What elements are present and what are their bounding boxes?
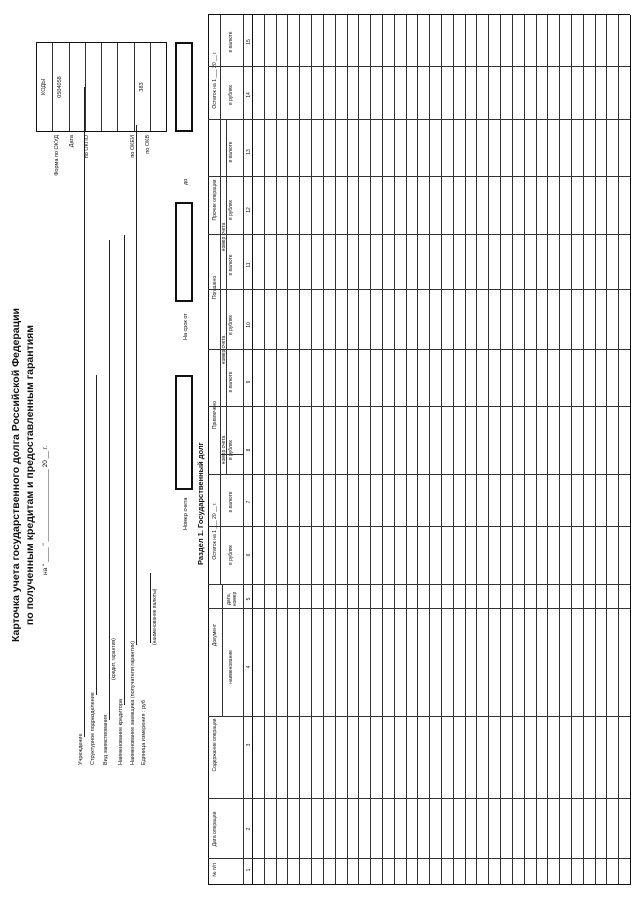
th-bs-rub: в рублях: [228, 544, 234, 566]
okud-value: 0504058: [53, 43, 69, 131]
table-row-rule: [417, 15, 418, 885]
col-num-1: 1: [246, 868, 252, 872]
okud-label: Форма по ОКУД: [54, 135, 60, 176]
th-repaid-acc: номер счета: [221, 335, 227, 365]
table-row-rule: [358, 15, 359, 885]
table-row-rule: [618, 15, 619, 885]
col-num-5: 5: [246, 597, 252, 601]
col-num-12: 12: [246, 207, 252, 213]
th-doc-date: дата, номер: [226, 591, 238, 607]
table-column-rule: [208, 474, 630, 475]
th-num: № п/п: [212, 863, 218, 877]
th-oth-rub: в рублях: [228, 199, 234, 221]
table-row-rule: [453, 15, 454, 885]
th-date: Дата операции: [212, 811, 218, 847]
table-bottom-rule: [630, 15, 631, 885]
section-title: Раздел 1. Государственный долг: [196, 442, 205, 565]
table-row-rule: [299, 15, 300, 885]
table-row-rule: [394, 15, 395, 885]
account-number-label: Номер счета: [183, 497, 189, 530]
doc-subheader-rule: [222, 585, 223, 717]
table-row-rule: [382, 15, 383, 885]
table-row-rule: [476, 15, 477, 885]
table-column-rule: [208, 176, 630, 177]
table-column-rule: [208, 14, 630, 15]
table-column-rule: [208, 406, 630, 407]
th-bs-cur: в валюте: [228, 491, 234, 513]
borrowing-type-label: Вид заимствования: [103, 714, 109, 765]
table-row-rule: [524, 15, 525, 885]
col-num-3: 3: [246, 743, 252, 747]
th-balance-start: Остаток на 1 ___ 20 __ г.: [212, 502, 218, 560]
table-row-rule: [547, 15, 548, 885]
table-row-rule: [311, 15, 312, 885]
term-from-label: На срок от: [183, 313, 189, 340]
creditor-label: Наименование кредитора: [118, 699, 124, 765]
term-to-label: до: [183, 178, 189, 185]
col-num-8: 8: [246, 448, 252, 452]
th-rec-rub: в рублях: [228, 439, 234, 461]
col-num-15: 15: [246, 39, 252, 45]
table-column-rule: [208, 289, 630, 290]
th-be-cur: в валюте: [228, 31, 234, 53]
th-balance-end: Остаток на 1 ___ 20 __ г.: [212, 51, 218, 109]
table-row-rule: [465, 15, 466, 885]
th-rec-cur: в валюте: [228, 371, 234, 393]
okei-value: 383: [135, 43, 151, 131]
table-row-rule: [488, 15, 489, 885]
col-num-2: 2: [246, 827, 252, 831]
table-row-rule: [536, 15, 537, 885]
table-row-rule: [583, 15, 584, 885]
table-column-rule: [208, 66, 630, 67]
borrower-label: Наименование заемщика (получателя гарантии): [130, 641, 136, 765]
acc-sub-rule: [220, 234, 243, 235]
table-row-rule: [370, 15, 371, 885]
header-bottom-rule: [243, 15, 244, 885]
th-oth-cur: в валюте: [228, 141, 234, 163]
col-num-9: 9: [246, 380, 252, 384]
table-row-rule: [264, 15, 265, 885]
struct-unit-label: Структурное подразделение: [90, 692, 96, 765]
table-row-rule: [606, 15, 607, 885]
table-column-rule: [208, 716, 630, 717]
table-row-rule: [500, 15, 501, 885]
codes-header: КОДЫ: [37, 43, 53, 131]
table-column-rule: [208, 584, 630, 585]
col-num-14: 14: [246, 92, 252, 98]
table-column-rule: [208, 119, 630, 120]
table-column-rule: [208, 798, 630, 799]
table-row-rule: [406, 15, 407, 885]
table-column-rule: [208, 234, 630, 235]
colnum-bottom-rule: [252, 15, 253, 885]
th-document: Документ: [212, 623, 218, 647]
unit-label: Единица измерения : руб: [141, 700, 147, 765]
table-top-rule: [208, 15, 209, 885]
acc-sub-rule: [220, 454, 243, 455]
table-row-rule: [276, 15, 277, 885]
table-column-rule: [208, 884, 630, 885]
th-content: Содержание операции: [212, 718, 218, 772]
th-received: Привлечено: [212, 400, 218, 430]
account-subheader-rule: [226, 120, 227, 475]
th-be-rub: в рублях: [228, 84, 234, 106]
table-row-rule: [347, 15, 348, 885]
th-other: Прочие операции: [212, 179, 218, 221]
th-repaid: Погашено: [212, 275, 218, 300]
table-row-rule: [441, 15, 442, 885]
table-row-rule: [287, 15, 288, 885]
balance-subheader-rule: [220, 15, 221, 585]
institution-label: Учреждение: [78, 733, 84, 765]
th-doc-name: наименование: [228, 650, 234, 684]
table-row-rule: [559, 15, 560, 885]
borrowing-type-hint: (кредит, гарантия): [111, 638, 117, 680]
form-title-line2: по полученным кредитам и предоставленным гарантиям: [24, 324, 36, 626]
table-row-rule: [571, 15, 572, 885]
okpo-label: по ОКПО: [84, 135, 90, 159]
th-received-acc: номер счета: [221, 435, 227, 465]
col-num-7: 7: [246, 500, 252, 504]
okv-label: по ОКВ: [145, 135, 151, 154]
col-num-13: 13: [246, 149, 252, 155]
table-row-rule: [335, 15, 336, 885]
form-date-line: на " ____ " ____________________ 20 __ г.: [42, 445, 49, 575]
col-num-4: 4: [246, 665, 252, 669]
okei-label: по ОКЕИ: [130, 135, 136, 158]
th-other-acc: номер счета: [221, 222, 227, 252]
th-rep-rub: в рублях: [228, 314, 234, 336]
col-num-11: 11: [246, 262, 252, 268]
table-row-rule: [595, 15, 596, 885]
date-label: Дата: [69, 135, 75, 148]
table-row-rule: [512, 15, 513, 885]
th-rep-cur: в валюте: [228, 254, 234, 276]
col-num-6: 6: [246, 553, 252, 557]
col-num-10: 10: [246, 322, 252, 328]
table-column-rule: [208, 608, 630, 609]
currency-hint: (наименование валюты): [152, 588, 158, 645]
table-row-rule: [429, 15, 430, 885]
table-column-rule: [208, 526, 630, 527]
table-column-rule: [208, 858, 630, 859]
table-row-rule: [323, 15, 324, 885]
acc-sub-rule: [220, 349, 243, 350]
form-title-line1: Карточка учета государственного долга Российской Федерации: [10, 308, 22, 642]
table-column-rule: [208, 349, 630, 350]
